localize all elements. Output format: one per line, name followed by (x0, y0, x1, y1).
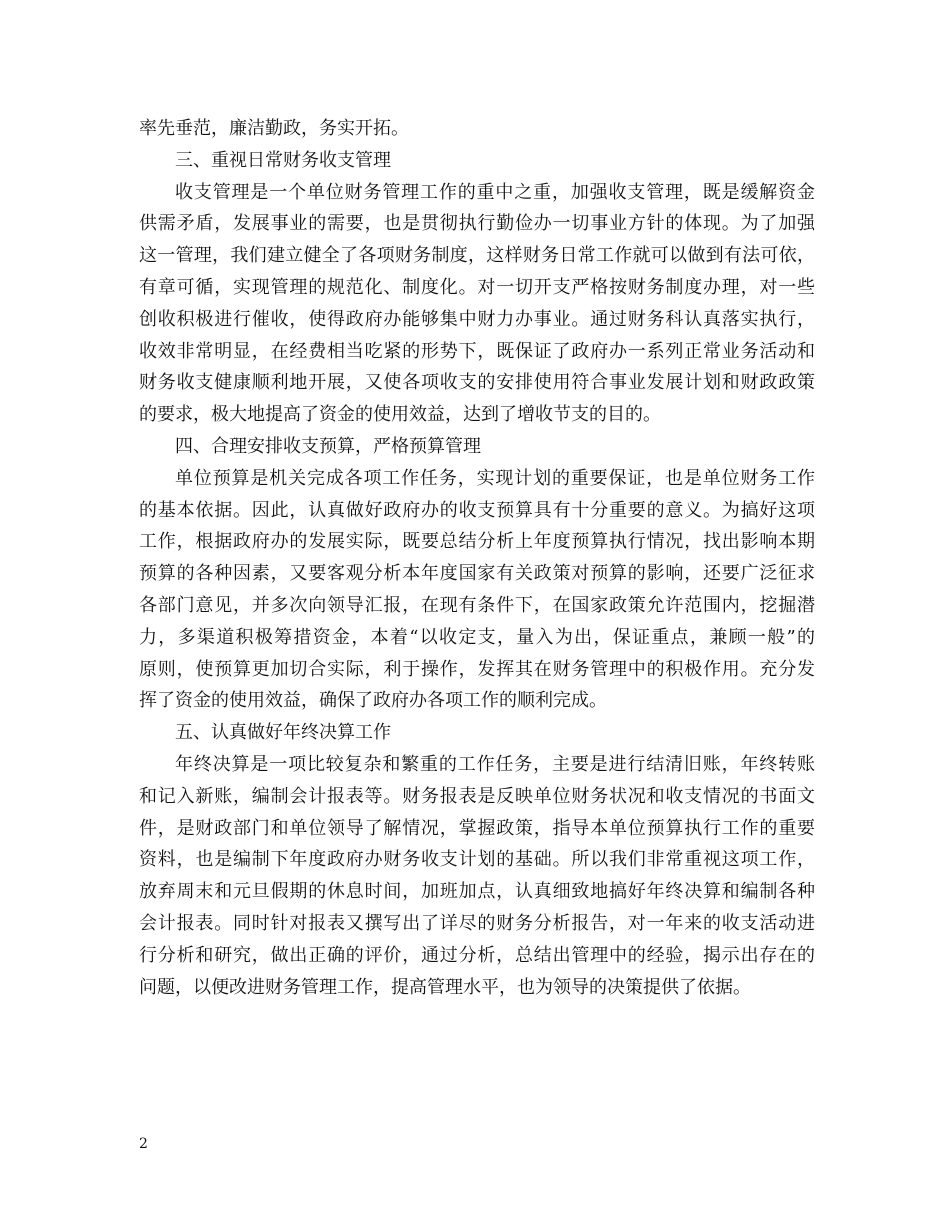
text-line: 单位预算是机关完成各项工作任务，实现计划的重要保证，也是单位财务工作 (175, 467, 815, 489)
text-line: 会计报表。同时针对报表又撰写出了详尽的财务分析报告，对一年来的收支活动进 (139, 912, 815, 934)
text-line: 的要求，极大地提高了资金的使用效益，达到了增收节支的目的。 (139, 404, 661, 426)
text-line: 资料，也是编制下年度政府办财务收支计划的基础。所以我们非常重视这项工作， (139, 849, 815, 871)
text-line: 创收积极进行催收，使得政府办能够集中财力办事业。通过财务科认真落实执行， (139, 308, 815, 330)
text-line: 的基本依据。因此，认真做好政府办的收支预算具有十分重要的意义。为搞好这项 (139, 499, 815, 521)
text-line: 和记入新账，编制会计报表等。财务报表是反映单位财务状况和收支情况的书面文 (139, 785, 815, 807)
page-number: 2 (139, 1136, 148, 1152)
text-line: 件，是财政部门和单位领导了解情况，掌握政策，指导本单位预算执行工作的重要 (139, 817, 815, 839)
text-line: 供需矛盾，发展事业的需要，也是贯彻执行勤俭办一切事业方针的体现。为了加强 (139, 213, 815, 235)
text-line: 挥了资金的使用效益，确保了政府办各项工作的顺利完成。 (139, 690, 607, 712)
text-line: 原则，使预算更加切合实际，利于操作，发挥其在财务管理中的积极作用。充分发 (139, 658, 815, 680)
text-line: 率先垂范，廉洁勤政，务实开拓。 (139, 118, 409, 139)
text-line: 预算的各种因素，又要客观分析本年度国家有关政策对预算的影响，还要广泛征求 (139, 563, 815, 585)
text-line: 财务收支健康顺利地开展，又使各项收支的安排使用符合事业发展计划和财政政策 (139, 372, 815, 394)
text-line: 三、重视日常财务收支管理 (175, 149, 391, 171)
text-line: 力，多渠道积极筹措资金，本着“以收定支，量入为出，保证重点，兼顾一般”的 (139, 626, 815, 648)
text-line: 有章可循，实现管理的规范化、制度化。对一切开支严格按财务制度办理，对一些 (139, 276, 815, 298)
text-line: 放弃周末和元旦假期的休息时间，加班加点，认真细致地搞好年终决算和编制各种 (139, 881, 815, 903)
text-line: 问题，以便改进财务管理工作，提高管理水平，也为领导的决策提供了依据。 (139, 976, 751, 998)
text-line: 年终决算是一项比较复杂和繁重的工作任务，主要是进行结清旧账，年终转账 (175, 753, 815, 775)
text-line: 行分析和研究，做出正确的评价，通过分析，总结出管理中的经验，揭示出存在的 (139, 944, 815, 966)
document-body (139, 113, 815, 1003)
text-line: 收效非常明显，在经费相当吃紧的形势下，既保证了政府办一系列正常业务活动和 (139, 340, 815, 362)
text-line: 收支管理是一个单位财务管理工作的重中之重，加强收支管理，既是缓解资金 (175, 181, 815, 203)
text-line: 各部门意见，并多次向领导汇报，在现有条件下，在国家政策允许范围内，挖掘潜 (139, 594, 815, 616)
text-line: 四、合理安排收支预算，严格预算管理 (175, 435, 481, 457)
text-line: 五、认真做好年终决算工作 (175, 722, 391, 744)
text-line: 工作，根据政府办的发展实际，既要总结分析上年度预算执行情况，找出影响本期 (139, 531, 815, 553)
text-line: 这一管理，我们建立健全了各项财务制度，这样财务日常工作就可以做到有法可依， (139, 245, 815, 267)
